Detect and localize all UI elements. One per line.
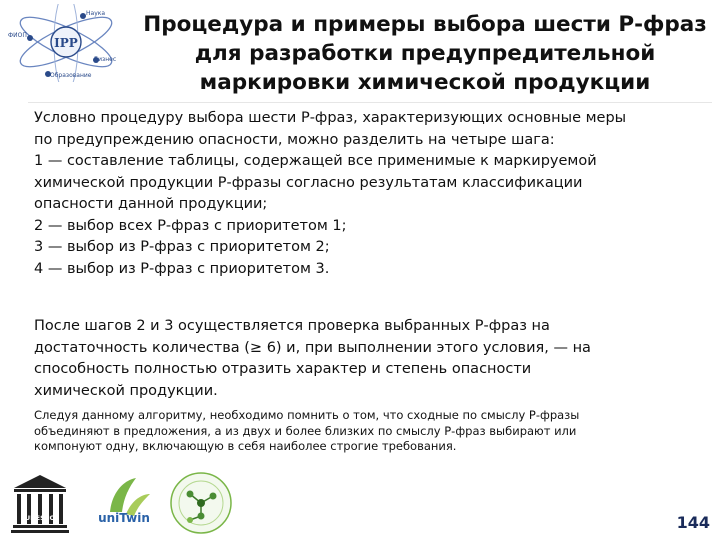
- paragraph-verification: [34, 316, 702, 402]
- molecule-logo-icon: [168, 470, 234, 536]
- title-divider: [28, 102, 712, 103]
- text-line: химической продукции.: [34, 382, 218, 399]
- title-line-3: маркировки химической продукции: [199, 70, 651, 95]
- text-line: достаточность количества (≥ 6) и, при выполнении этого условия, — на: [34, 339, 591, 356]
- institute-logo: [6, 4, 126, 82]
- footer-logos: [10, 472, 240, 536]
- paragraph-note: [34, 408, 702, 455]
- title-line-2: для разработки предупредительной: [194, 41, 656, 66]
- paragraph-procedure-steps: [34, 108, 702, 280]
- unesco-logo-icon: [10, 472, 70, 536]
- logo-label-fiop: ФИОП: [8, 32, 27, 39]
- logo-label-business: Бизнес: [94, 56, 117, 63]
- text-line: 4 — выбор из Р-фраз с приоритетом 3.: [34, 260, 330, 277]
- text-line: После шагов 2 и 3 осуществляется проверка выбранных Р-фраз на: [34, 318, 550, 334]
- unitwin-logo-icon: [92, 472, 156, 536]
- text-line: 1 — составление таблицы, содержащей все применимые к маркируемой: [34, 153, 597, 169]
- text-line: объединяют в предложения, а из двух и более близких по смыслу Р-фраз выбирают или: [34, 423, 577, 438]
- unesco-text: UNESCO: [24, 514, 56, 522]
- text-line: Условно процедуру выбора шести Р-фраз, характеризующих основные меры: [34, 110, 627, 126]
- slide-title: [140, 10, 710, 97]
- emblem-text: IPP: [54, 36, 78, 50]
- atom-emblem-icon: [6, 4, 126, 82]
- page-number: 144: [676, 513, 710, 532]
- logo-label-science: Наука: [86, 10, 106, 17]
- text-line: по предупреждению опасности, можно разделить на четыре шага:: [34, 131, 555, 148]
- text-line: опасности данной продукции;: [34, 196, 268, 212]
- text-line: химической продукции Р-фразы согласно результатам классификации: [34, 174, 583, 191]
- title-line-1: Процедура и примеры выбора шести Р-фраз: [143, 12, 707, 37]
- text-line: компонуют одну, включающую в себя наиболее строгие требования.: [34, 439, 457, 453]
- text-line: 2 — выбор всех Р-фраз с приоритетом 1;: [34, 217, 347, 234]
- unitwin-text: uniTwin: [98, 511, 150, 525]
- text-line: 3 — выбор из Р-фраз с приоритетом 2;: [34, 239, 330, 255]
- logo-label-education: Образование: [50, 72, 92, 79]
- text-line: Следуя данному алгоритму, необходимо помнить о том, что сходные по смыслу Р-фразы: [34, 408, 580, 422]
- text-line: способность полностью отразить характер и степень опасности: [34, 361, 532, 377]
